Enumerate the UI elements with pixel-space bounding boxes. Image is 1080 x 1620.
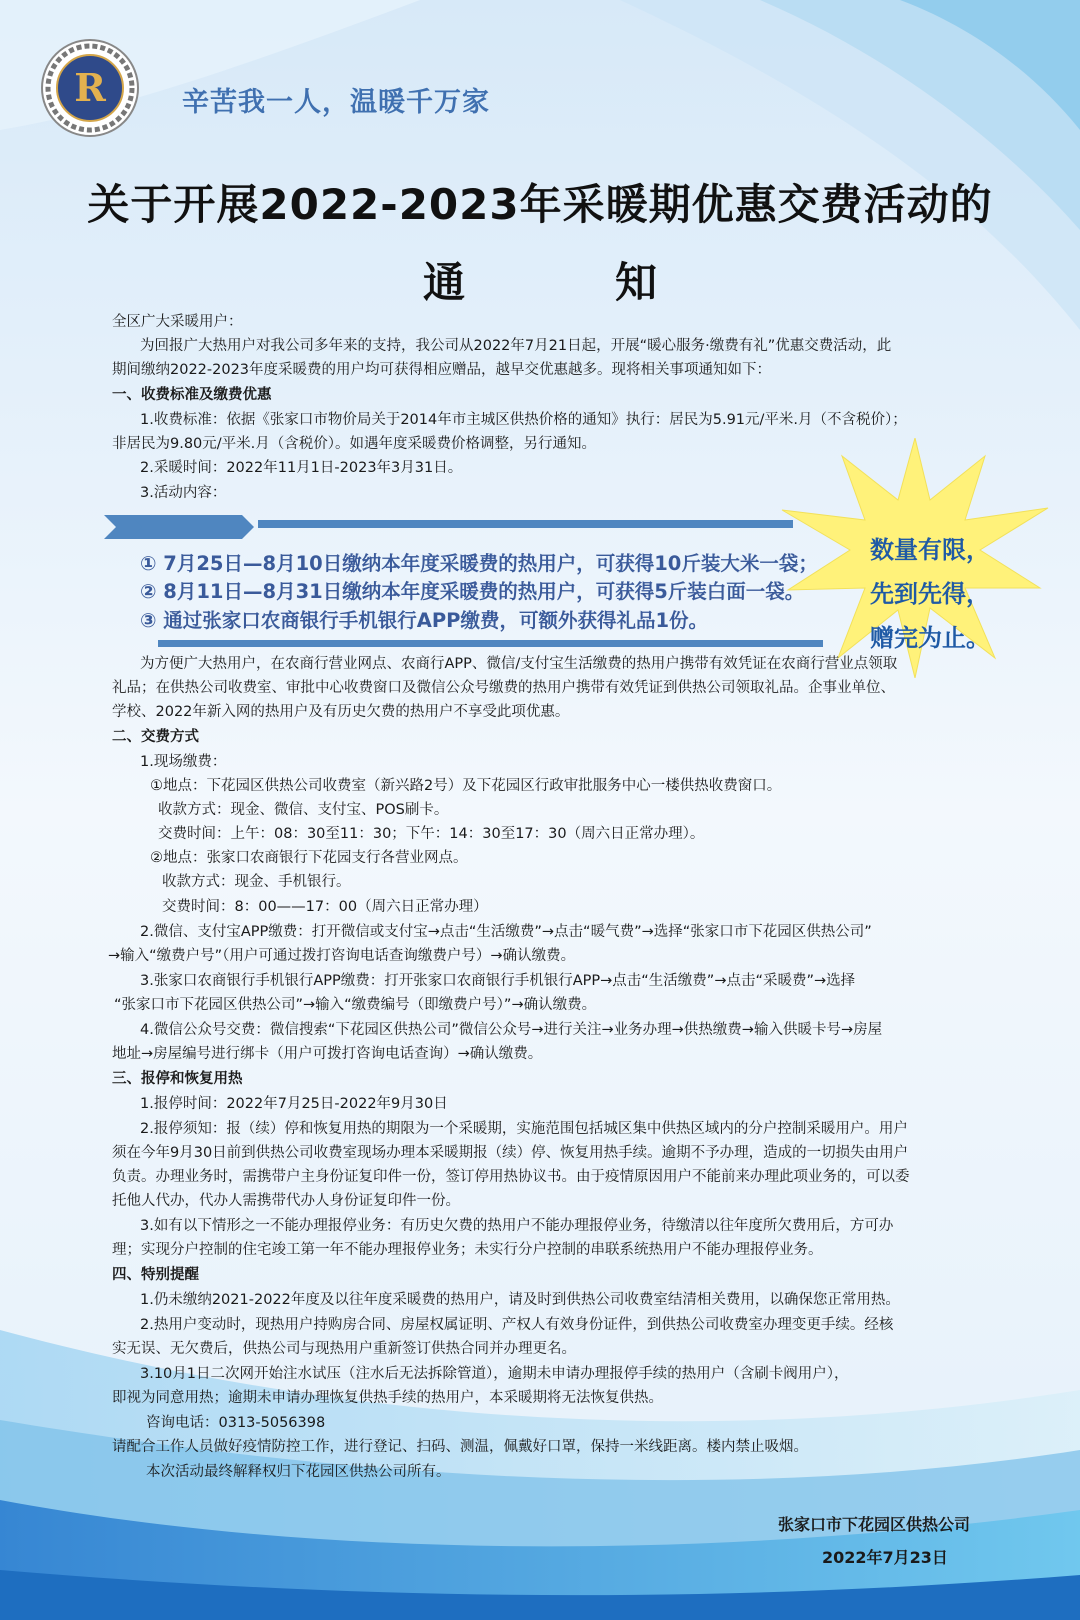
body-line: 2.报停须知：报（续）停和恢复用热的期限为一个采暖期，实施范围包括城区集中供热区域内的分户控制采暖用户。用户 — [140, 1121, 908, 1137]
body-line: 1.报停时间：2022年7月25日-2022年9月30日 — [140, 1096, 448, 1112]
signature-company: 张家口市下花园区供热公司 — [778, 1515, 971, 1534]
body-line: 1.收费标准：依据《张家口市物价局关于2014年市主城区供热价格的通知》执行：居民为5.91元/平米.月（不含税价）； — [140, 412, 907, 428]
badge-line: 数量有限， — [870, 536, 990, 564]
divider-bar — [158, 640, 823, 647]
intro-line: 期间缴纳2022-2023年度采暖费的用户均可获得相应赠品，越早交优惠越多。现将相关事项通知如下： — [112, 362, 772, 378]
salutation: 全区广大采暖用户： — [112, 314, 243, 330]
title-char-2: 知 — [615, 258, 658, 307]
body-line: 礼品；在供热公司收费室、审批中心收费窗口及微信公众号缴费的热用户携带有效凭证到供热公司领取礼品。企事业单位、 — [112, 680, 895, 696]
divider-bar — [258, 520, 793, 528]
body-line: 为方便广大热用户，在农商行营业网点、农商行APP、微信/支付宝生活缴费的热用户携带有效凭证在农商行营业点领取 — [140, 656, 898, 672]
logo-letter: R — [74, 65, 106, 110]
body-line: 本次活动最终解释权归下花园区供热公司所有。 — [146, 1464, 451, 1480]
body-line: 请配合工作人员做好疫情防控工作，进行登记、扫码、测温，佩戴好口罩，保持一米线距离。楼内禁止吸烟。 — [112, 1439, 808, 1455]
body-line: 实无误、无欠费后，供热公司与现热用户重新签订供热合同并办理更名。 — [112, 1341, 576, 1357]
body-line: 3.张家口农商银行手机银行APP缴费：打开张家口农商银行手机银行APP→点击“生活缴费”→点击“采暖费”→选择 — [140, 973, 856, 989]
body-line: 非居民为9.80元/平米.月（含税价）。如遇年度采暖费价格调整，另行通知。 — [112, 436, 597, 452]
section-heading: 四、特别提醒 — [112, 1267, 199, 1283]
body-line: 2.微信、支付宝APP缴费：打开微信或支付宝→点击“生活缴费”→点击“暖气费”→选择“张家口市下花园区供热公司” — [140, 924, 872, 940]
notice-title: 关于开展2022-2023年采暖期优惠交费活动的 — [87, 180, 993, 229]
badge-line: 先到先得， — [870, 580, 990, 608]
signature-date: 2022年7月23日 — [822, 1548, 948, 1567]
activity-item: ③ 通过张家口农商银行手机银行APP缴费，可额外获得礼品1份。 — [140, 609, 709, 632]
body-line: ①地点：下花园区供热公司收费室（新兴路2号）及下花园区行政审批服务中心一楼供热收费窗口。 — [150, 778, 782, 794]
body-line: 交费时间：上午：08：30至11：30；下午：14：30至17：30（周六日正常办理）。 — [158, 826, 705, 842]
body-line: 理；实现分户控制的住宅竣工第一年不能办理报停业务；未实行分户控制的串联系统热用户不能办理报停业务。 — [112, 1242, 823, 1258]
contact-phone: 咨询电话：0313-5056398 — [146, 1415, 326, 1431]
section-heading: 二、交费方式 — [112, 729, 199, 745]
body-line: 地址→房屋编号进行绑卡（用户可拨打咨询电话查询）→确认缴费。 — [112, 1046, 543, 1062]
company-logo — [40, 38, 140, 138]
body-line: →输入“缴费户号”（用户可通过拨打咨询电话查询缴费户号）→确认缴费。 — [108, 948, 576, 964]
body-line: 托他人代办，代办人需携带代办人身份证复印件一份。 — [112, 1193, 460, 1209]
body-line: ②地点：张家口农商银行下花园支行各营业网点。 — [150, 850, 468, 866]
body-line: 学校、2022年新入网的热用户及有历史欠费的热用户不享受此项优惠。 — [112, 704, 570, 720]
body-line: 须在今年9月30日前到供热公司收费室现场办理本采暖期报（续）停、恢复用热手续。逾期不予办理，造成的一切损失由用户 — [112, 1145, 909, 1161]
notice-title-line2 — [0, 250, 1080, 310]
body-line: 收款方式：现金、微信、支付宝、POS刷卡。 — [158, 802, 449, 818]
section-heading: 一、收费标准及缴费优惠 — [112, 387, 272, 403]
badge-line: 赠完为止。 — [870, 624, 990, 652]
body-line: “张家口市下花园区供热公司”→输入“缴费编号（即缴费户号）”→确认缴费。 — [114, 997, 597, 1013]
body-line: 负责。办理业务时，需携带户主身份证复印件一份，签订停用热协议书。由于疫情原因用户不能前来办理此项业务的，可以委 — [112, 1169, 910, 1185]
body-line: 3.活动内容： — [140, 485, 227, 501]
body-line: 收款方式：现金、手机银行。 — [162, 874, 351, 890]
double-arrow-icon — [104, 512, 254, 542]
body-line: 3.如有以下情形之一不能办理报停业务：有历史欠费的热用户不能办理报停业务，待缴清以往年度所欠费用后，方可办 — [140, 1218, 894, 1234]
intro-line: 为回报广大热用户对我公司多年来的支持，我公司从2022年7月21日起，开展“暖心服务·缴费有礼”优惠交费活动，此 — [140, 338, 892, 354]
slogan: 辛苦我一人，温暖千万家 — [182, 87, 490, 118]
body-line: 2.采暖时间：2022年11月1日-2023年3月31日。 — [140, 460, 463, 476]
activity-item: ② 8月11日—8月31日缴纳本年度采暖费的热用户，可获得5斤装白面一袋。 — [140, 580, 805, 603]
body-line: 1.仍未缴纳2021-2022年度及以往年度采暖费的热用户，请及时到供热公司收费室结清相关费用，以确保您正常用热。 — [140, 1292, 900, 1308]
body-line: 4.微信公众号交费：微信搜索“下花园区供热公司”微信公众号→进行关注→业务办理→供热缴费→输入供暖卡号→房屋 — [140, 1022, 883, 1038]
body-line: 1.现场缴费： — [140, 754, 227, 770]
title-char-1: 通 — [422, 258, 465, 307]
body-line: 3.10月1日二次网开始注水试压（注水后无法拆除管道），逾期未申请办理报停手续的热用户（含刷卡阀用户）， — [140, 1366, 849, 1382]
body-line: 即视为同意用热；逾期未申请办理恢复供热手续的热用户，本采暖期将无法恢复供热。 — [112, 1390, 663, 1406]
body-line: 2.热用户变动时，现热用户持购房合同、房屋权属证明、产权人有效身份证件，到供热公司收费室办理变更手续。经核 — [140, 1317, 894, 1333]
activity-item: ① 7月25日—8月10日缴纳本年度采暖费的热用户，可获得10斤装大米一袋； — [140, 552, 818, 575]
section-heading: 三、报停和恢复用热 — [112, 1071, 243, 1087]
body-line: 交费时间：8：00——17：00（周六日正常办理） — [162, 899, 488, 915]
